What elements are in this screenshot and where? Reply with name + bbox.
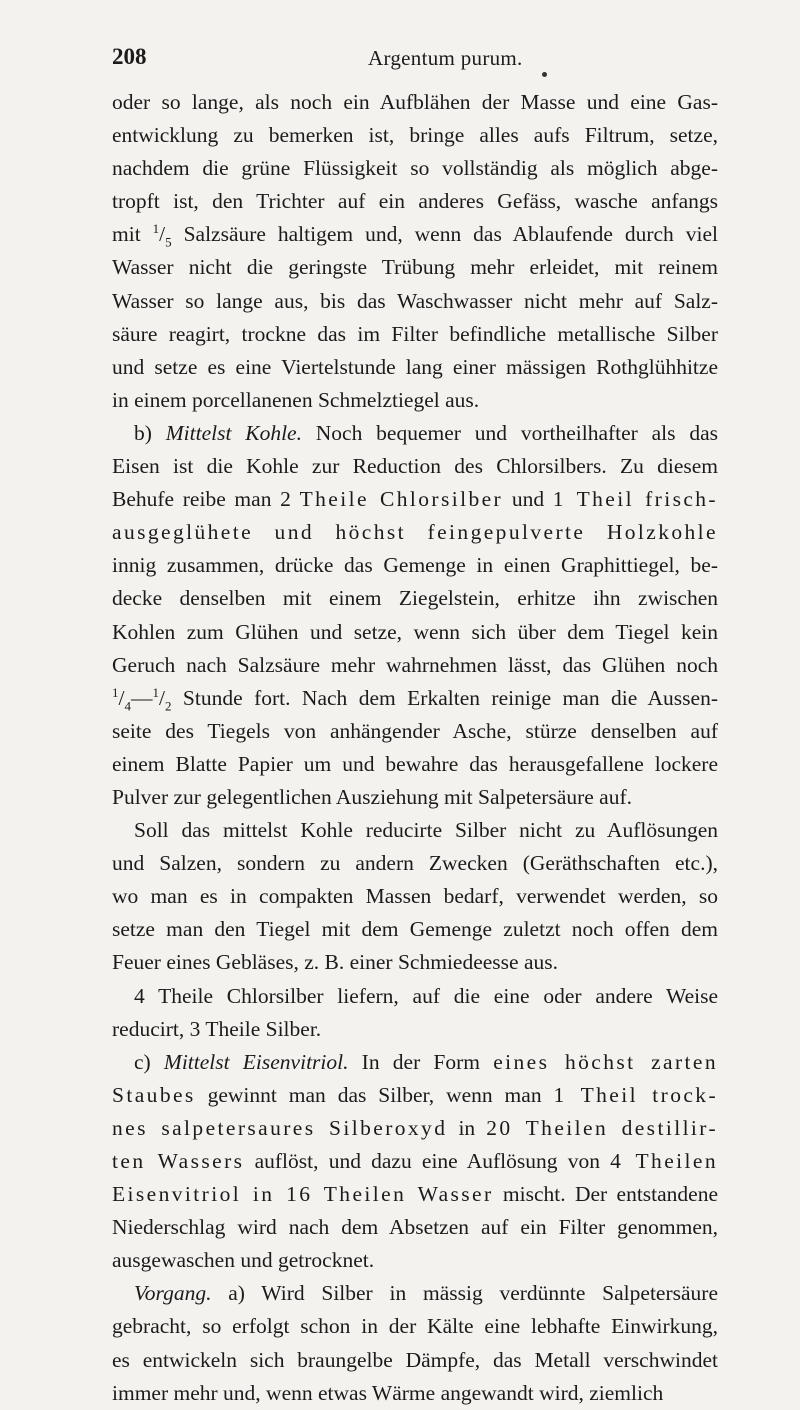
text-run: Feuer eines Gebläses, z. B. einer Schmiedeesse aus. bbox=[112, 950, 558, 975]
text-line bbox=[112, 450, 718, 483]
text-run: nachdem die grüne Flüssigkeit so vollständig als möglich abge- bbox=[112, 156, 718, 181]
text-line bbox=[112, 152, 718, 185]
text-run: Wasser so lange aus, bis das Waschwasser nicht mehr auf Salz- bbox=[112, 288, 718, 313]
text-line bbox=[112, 814, 718, 847]
text-run: ausgewaschen und getrocknet. bbox=[112, 1248, 375, 1273]
spaced-emphasis: ausgeglühete und höchst feingepulverte Holzkohle bbox=[112, 520, 718, 545]
text-run: oder so lange, als noch ein Aufblähen der Masse und eine Gas- bbox=[112, 90, 718, 114]
text-run: Soll das mittelst Kohle reducirte Silber nicht zu Auflösungen bbox=[134, 818, 718, 843]
text-run: decke denselben mit einem Ziegelstein, erhitze ihn zwischen bbox=[112, 586, 718, 611]
spaced-emphasis: eines höchst zarten bbox=[493, 1049, 719, 1074]
text-line bbox=[112, 351, 718, 384]
text-line bbox=[112, 285, 718, 318]
text-run: — bbox=[130, 685, 153, 710]
text-run: Niederschlag wird nach dem Absetzen auf ein Filter genommen, bbox=[112, 1215, 718, 1240]
body-text bbox=[112, 86, 718, 1410]
text-run: setze man den Tiegel mit dem Gemenge zuletzt noch offen dem bbox=[112, 917, 718, 942]
text-line bbox=[112, 1211, 718, 1244]
text-run: c) bbox=[134, 1049, 164, 1074]
text-line bbox=[112, 980, 718, 1013]
text-run: gebracht, so erfolgt schon in der Kälte eine lebhafte Einwirkung, bbox=[112, 1314, 718, 1339]
text-run: und bbox=[503, 487, 553, 512]
text-line bbox=[112, 483, 718, 516]
spaced-emphasis: 1 Theil trock- bbox=[553, 1082, 718, 1107]
text-line bbox=[112, 880, 718, 913]
text-run: a) Wird Silber in mässig verdünnte Salpetersäure bbox=[211, 1281, 718, 1306]
fraction-part: 4 bbox=[124, 697, 131, 713]
fraction-part: 1 bbox=[152, 684, 159, 700]
text-line bbox=[112, 1079, 718, 1112]
text-line bbox=[112, 384, 718, 417]
text-run: in einem porcellanenen Schmelztiegel aus. bbox=[112, 387, 480, 412]
spaced-emphasis: ten Wassers bbox=[112, 1149, 245, 1173]
text-run: und Salzen, sondern zu andern Zwecken (Geräthschaften etc.), bbox=[112, 851, 718, 876]
page-header bbox=[112, 44, 712, 74]
text-run: In der Form bbox=[348, 1049, 494, 1074]
text-run: und setze es eine Viertelstunde lang einer mässigen Rothglühhitze bbox=[112, 354, 718, 379]
text-run: es entwickeln sich braungelbe Dämpfe, das Metall verschwindet bbox=[112, 1347, 718, 1372]
text-line bbox=[112, 913, 718, 946]
text-run: Noch bequemer und vortheilhafter als das bbox=[301, 420, 718, 445]
text-line bbox=[112, 715, 718, 748]
fraction-part: 1 bbox=[112, 684, 119, 700]
text-line bbox=[112, 1112, 718, 1145]
text-line bbox=[112, 119, 718, 152]
text-run: Pulver zur gelegentlichen Ausziehung mit Salpetersäure auf. bbox=[112, 784, 633, 809]
spaced-emphasis: Eisenvitriol in 16 Theilen Wasser bbox=[112, 1182, 494, 1207]
spaced-emphasis: Theile Chlorsilber bbox=[299, 487, 504, 512]
text-line bbox=[112, 218, 718, 251]
text-line bbox=[112, 1344, 718, 1377]
text-run: gewinnt man das Silber, wenn man bbox=[195, 1082, 554, 1107]
text-run: / bbox=[158, 685, 165, 710]
text-line bbox=[112, 1277, 718, 1310]
text-run: immer mehr und, wenn etwas Wärme angewandt wird, ziemlich bbox=[112, 1380, 664, 1405]
fraction-part: 1 bbox=[152, 221, 160, 237]
text-line bbox=[112, 582, 718, 615]
text-line bbox=[112, 1013, 718, 1046]
text-line bbox=[112, 516, 718, 549]
text-run: innig zusammen, drücke das Gemenge in einen Graphittiegel, be- bbox=[112, 553, 718, 578]
page-number: 208 bbox=[112, 44, 147, 69]
text-line bbox=[112, 946, 718, 979]
text-run: tropft ist, den Trichter auf ein anderes Gefäss, wasche anfangs bbox=[112, 189, 718, 214]
text-line bbox=[112, 1178, 718, 1211]
text-line bbox=[112, 1046, 718, 1079]
text-run: seite des Tiegels von anhängender Asche, stürze denselben auf bbox=[112, 718, 718, 743]
text-run: auflöst, und dazu eine Auflösung von bbox=[244, 1149, 611, 1173]
text-line bbox=[112, 847, 718, 880]
text-run: Kohlen zum Glühen und setze, wenn sich über dem Tiegel kein bbox=[112, 619, 718, 644]
spaced-emphasis: 20 Theilen destillir- bbox=[486, 1115, 718, 1140]
text-run: mischt. Der entstandene bbox=[493, 1182, 719, 1207]
text-line bbox=[112, 616, 718, 649]
text-line bbox=[112, 1310, 718, 1343]
text-line bbox=[112, 649, 718, 682]
text-line bbox=[112, 682, 718, 715]
text-run: / bbox=[118, 685, 125, 710]
text-run: einem Blatte Papier um und bewahre das herausgefallene lockere bbox=[112, 751, 718, 776]
text-run: entwicklung zu bemerken ist, bringe alles aufs Filtrum, setze, bbox=[112, 123, 718, 148]
text-run: / bbox=[159, 222, 166, 247]
text-run: Eisen ist die Kohle zur Reduction des Chlorsilbers. Zu diesem bbox=[112, 454, 718, 479]
text-run: Geruch nach Salzsäure mehr wahrnehmen lässt, das Glühen noch bbox=[112, 652, 718, 677]
text-run: b) bbox=[134, 420, 166, 445]
text-run: mit bbox=[112, 222, 153, 247]
text-line bbox=[112, 748, 718, 781]
text-line bbox=[112, 549, 718, 582]
text-line bbox=[112, 86, 718, 119]
text-run: Behufe reibe man 2 bbox=[112, 487, 300, 512]
text-line bbox=[112, 1377, 718, 1410]
italic-heading: Vorgang. bbox=[134, 1281, 212, 1306]
text-line bbox=[112, 1244, 718, 1277]
fraction-part: 5 bbox=[165, 234, 172, 250]
italic-heading: Mittelst Eisenvitriol. bbox=[163, 1049, 349, 1074]
text-line bbox=[112, 318, 718, 351]
text-run: Salzsäure haltigem und, wenn das Ablaufende durch viel bbox=[171, 222, 718, 247]
spaced-emphasis: Staubes bbox=[112, 1082, 196, 1107]
text-line bbox=[112, 251, 718, 284]
text-line bbox=[112, 185, 718, 218]
text-run: säure reagirt, trockne das im Filter befindliche metallische Silber bbox=[112, 321, 718, 346]
text-run: Wasser nicht die geringste Trübung mehr erleidet, mit reinem bbox=[112, 255, 718, 280]
text-run: Stunde fort. Nach dem Erkalten reinige man die Aussen- bbox=[171, 685, 718, 710]
text-line bbox=[112, 1145, 718, 1178]
spaced-emphasis: nes salpetersaures Silberoxyd bbox=[112, 1115, 448, 1140]
text-run: 4 Theile Chlorsilber liefern, auf die eine oder andere Weise bbox=[134, 983, 718, 1008]
running-head: Argentum purum. bbox=[368, 46, 523, 70]
text-line bbox=[112, 781, 718, 814]
spaced-emphasis: 4 Theilen bbox=[610, 1149, 718, 1173]
text-run: in bbox=[447, 1115, 487, 1140]
ink-dot bbox=[542, 72, 547, 77]
fraction-part: 2 bbox=[164, 697, 172, 713]
italic-heading: Mittelst Kohle. bbox=[165, 420, 302, 445]
spaced-emphasis: 1 Theil frisch- bbox=[552, 487, 718, 512]
text-run: wo man es in compakten Massen bedarf, verwendet werden, so bbox=[112, 884, 718, 909]
text-run: reducirt, 3 Theile Silber. bbox=[112, 1016, 322, 1041]
text-line bbox=[112, 417, 718, 450]
